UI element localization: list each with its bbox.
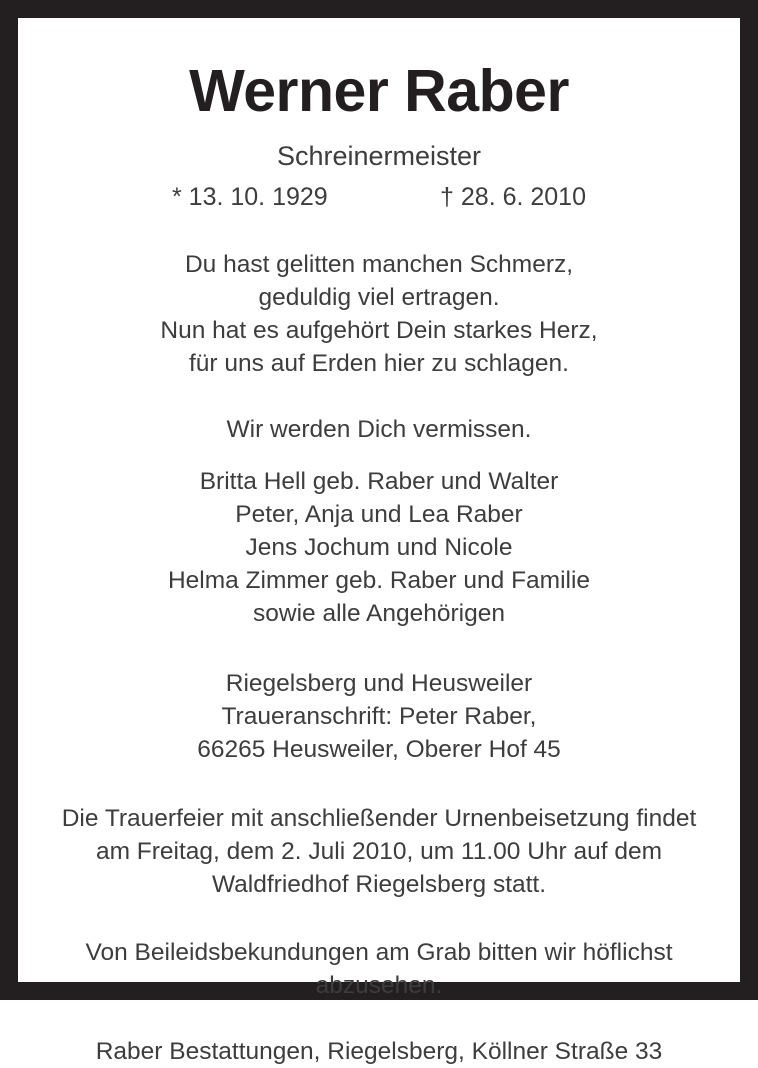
condolence-line: Von Beileidsbekundungen am Grab bitten wir höflichst	[85, 939, 673, 966]
death-date: † 28. 6. 2010	[440, 183, 586, 211]
mourning-address	[32, 667, 726, 766]
obituary-content	[18, 18, 740, 1065]
family-line: Helma Zimmer geb. Raber und Familie	[167, 567, 591, 594]
condolence-line: abzusehen.	[315, 972, 443, 999]
funeral-home-credit	[32, 1035, 726, 1068]
address-street-line: 66265 Heusweiler, Oberer Hof 45	[197, 736, 561, 763]
condolence-request	[32, 936, 726, 1002]
memorial-verse	[32, 248, 726, 380]
verse-line: für uns auf Erden hier zu schlagen.	[189, 350, 569, 377]
verse-line: Du hast gelitten manchen Schmerz,	[184, 251, 574, 278]
profession-label: Schreinermeister	[276, 141, 482, 171]
funeral-service-details	[32, 802, 726, 901]
address-label-line: Traueranschrift: Peter Raber,	[221, 703, 537, 730]
life-dates	[172, 185, 586, 210]
service-line: Die Trauerfeier mit anschließender Urnenbeisetzung findet	[61, 805, 697, 832]
surviving-family-list	[32, 465, 726, 630]
deceased-name: Werner Raber	[189, 58, 569, 124]
verse-line: Nun hat es aufgehört Dein starkes Herz,	[160, 317, 598, 344]
undertaker-line: Raber Bestattungen, Riegelsberg, Köllner Straße 33	[95, 1038, 663, 1065]
family-line: Peter, Anja und Lea Raber	[235, 501, 523, 528]
family-line: Jens Jochum und Nicole	[245, 534, 513, 561]
birth-date: * 13. 10. 1929	[172, 183, 328, 211]
towns-line: Riegelsberg und Heusweiler	[225, 670, 533, 697]
service-line: Waldfriedhof Riegelsberg statt.	[211, 871, 547, 898]
service-line: am Freitag, dem 2. Juli 2010, um 11.00 Uhr auf dem	[95, 838, 663, 865]
family-line: sowie alle Angehörigen	[253, 600, 505, 627]
missing-statement	[32, 413, 726, 446]
missing-line: Wir werden Dich vermissen.	[226, 416, 532, 443]
verse-line: geduldig viel ertragen.	[258, 284, 500, 311]
family-line: Britta Hell geb. Raber und Walter	[199, 468, 559, 495]
